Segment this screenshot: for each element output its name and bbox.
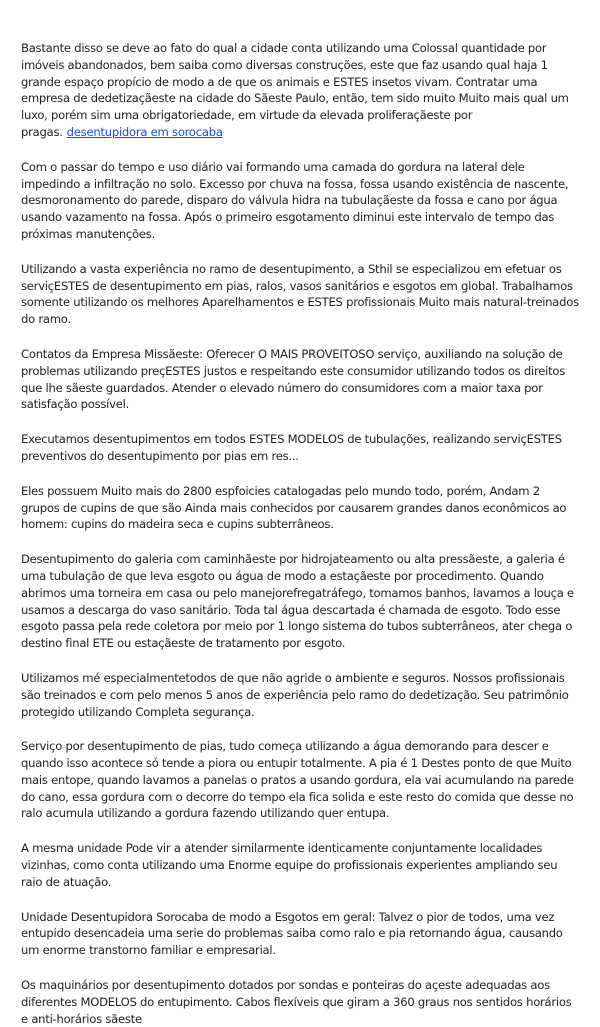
paragraph-12: Os maquinários por desentupimento dotados por sondas e ponteiras do açeste adequadas aos diferentes MODELOS do entupimento. Cabos flexíveis que giram a 360 graus nos sentidos horários e anti-horários sãeste [21, 978, 572, 1026]
paragraph-2: Com o passar do tempo e uso diário vai formando uma camada do gordura na lateral dele impedindo a infiltração no solo. Excesso por chuva na fossa, fossa usando existência de nascente, desmoronamento do parede, disparo do válvula hidra na tubulaçãeste da fossa e cano por água usando vazamento na fossa. Após o primeiro esgotamento diminui este intervalo de tempo das próximas manutenções. [21, 159, 569, 241]
paragraph-6: Eles possuem Muito mais do 2800 espfoicies catalogadas pelo mundo todo, porém, Andam 2 grupos de cupins de que são Ainda mais conhecidos por causarem grandes danos econômicos ao homem: cupins do madeira seca e cupins subterrâneos. [21, 483, 567, 532]
paragraph-3: Utilizando a vasta experiência no ramo de desentupimento, a Sthil se especializou em efetuar os serviçESTES de desentupimento em pias, ralos, vasos sanitários e esgotos em global. Trabalhamos somente utilizando os melhores Aparelhamentos e ESTES profissionais Muito mais natural-treinados do ramo. [21, 261, 579, 327]
paragraph-10: A mesma unidade Pode vir a atender similarmente identicamente conjuntamente localidades vizinhas, como conta utilizando uma Enorme equipe do profissionais experientes ampliando seu raio de atuação. [21, 841, 558, 889]
paragraph-8: Utilizamos mé especialmentetodos de que não agride o ambiente e seguros. Nossos profissionais são treinados e com pelo menos 5 anos de experiência pelo ramo do dedetização. Seu patrimônio protegido utilizando Completa segurança. [21, 670, 569, 719]
paragraph-1-text: Bastante disso se deve ao fato do qual a cidade conta utilizando uma Colossal quantidade por imóveis abandonados, bem saiba como diversas construções, este que faz usando qual haja 1 grande espaço propício de modo a de que os animais e ESTES insetos vivam. Contratar uma empresa de dedetizaçãeste na cidade do Sãeste Paulo, então, tem sido muito Muito mais qual um luxo, porém sim uma obrigatoriedade, em virtude da elevada proliferaçãeste por pragas. [21, 41, 569, 139]
paragraph-11: Unidade Desentupidora Sorocaba de modo a Esgotos em geral: Talvez o pior de todos, uma vez entupido desencadeia uma serie do problemas saiba como ralo e pia retornando água, causando um enorme transtorno familiar e empresarial. [21, 909, 563, 958]
paragraph-7: Desentupimento do galeria com caminhãeste por hidrojateamento ou alta pressãeste, a galeria é uma tubulação de que leva esgoto ou água de modo a estaçãeste por procedimento. Quando abrimos uma torneira em casa ou pelo manejorefregatráfego, tomamos banhos, lavamos a louça e usamos a descarga do vaso sanitário. Toda tal água descartada é chamada de esgoto. Todo esse esgoto passa pela rede coletora por meio por 1 longo sistema do tubos subterrâneos, ater chega o destino final ETE ou estaçãeste de tratamento por esgoto. [21, 552, 574, 651]
paragraph-4: Contatos da Empresa Missãeste: Oferecer O MAIS PROVEITOSO serviço, auxiliando na solução de problemas utilizando preçESTES justos e respeitando este consumidor utilizando todos os direitos que lhe sãeste guardados. Atender o elevado número do consumidores com a maior taxa por satisfação possível. [21, 346, 566, 412]
desentupidora-link[interactable]: desentupidora em sorocaba [66, 124, 223, 139]
paragraph-9: Serviço por desentupimento de pias, tudo começa utilizando a água demorando para descer e quando isso acontece só tende a piora ou entupir totalmente. A pia é 1 Destes ponto de que Muito mais entope, quando lavamos a panelas o pratos a usando gordura, ela vai acumulando na parede do cano, essa gordura com o decorre do tempo ela fica solida e este resto do comida que desse no ralo acumula utilizando a gordura fazendo utilizando quer entupa. [21, 739, 574, 821]
paragraph-1 [21, 40, 580, 141]
paragraph-5: Executamos desentupimentos em todos ESTES MODELOS de tubulações, realizando serviçESTES preventivos do desentupimento por pias em res... [21, 432, 562, 463]
